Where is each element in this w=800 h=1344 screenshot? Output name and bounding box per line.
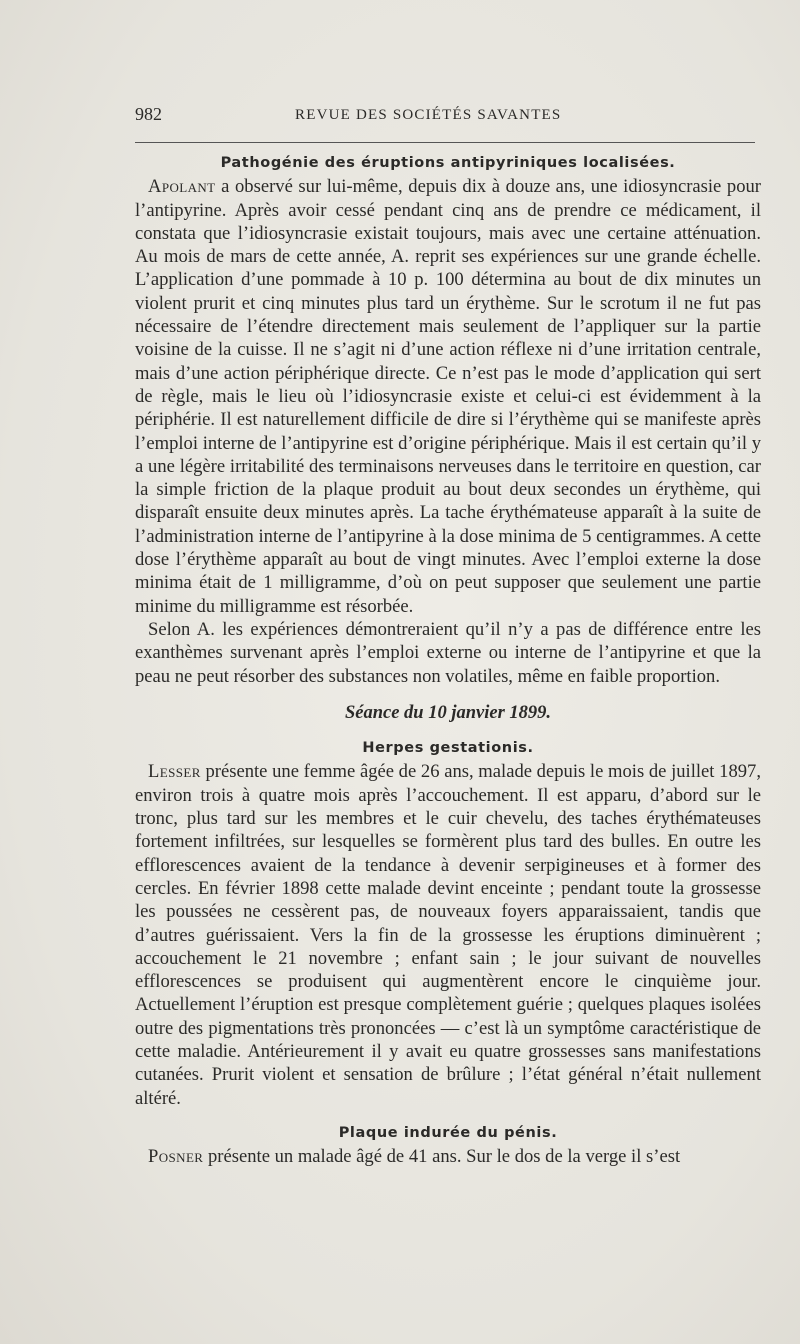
author-name: Lesser [148, 761, 201, 783]
author-name: Apolant [148, 176, 216, 198]
header-rule [135, 142, 755, 143]
paragraph-apolant [135, 175, 761, 618]
paragraph-posner [135, 1145, 761, 1168]
section-title-penis: Plaque indurée du pénis. [338, 1124, 558, 1141]
paragraph-lesser [135, 760, 761, 1109]
page-header [135, 104, 755, 134]
author-name: Posner [148, 1146, 204, 1168]
page-number: 982 [135, 104, 162, 124]
section-title-antipyrine: Pathogénie des éruptions antipyriniques localisées. [220, 155, 676, 171]
paragraph-text: a observé sur lui-même, depuis dix à douze ans, une idiosyncrasie pour l’antipyrine. Après avoir cessé pendant cinq ans de prendre ce médicament, il constata que l’idiosyncrasie existait toujours, mais avec une certaine atténuation. Au mois de mars de cette année, A. reprit ses expériences sur une grande échelle. L’application d’une pommade à 10 p. 100 détermina au bout de dix minutes un violent prurit et cinq minutes plus tard un érythème. Sur le scrotum il ne fut pas nécessaire de l’étendre directement mais seulement de l’appliquer sur la partie voisine de la cuisse. Il ne s’agit ni d’une action réflexe ni d’une irritation centrale, mais d’une action périphérique directe. Ce n’est pas le mode d’application qui sert de règle, mais le lieu où l’idiosyncrasie existe et celui-ci est évidemment à la périphérie. Il est naturellement difficile de dire si l’érythème qui se manifeste après l’emploi interne de l’antipyrine est d’origine périphérique. Mais il est certain qu’il y a une légère irritabilité des terminaisons nerveuses dans le territoire en question, car la simple friction de la plaque produit au bout deux secondes un érythème, qui disparaît ensuite deux minutes après. La tache érythémateuse apparaît à la suite de l’administration interne de l’antipyrine à la dose minima de 5 centigrammes. A cette dose l’érythème apparaît au bout de vingt minutes. Avec l’emploi externe la dose minima était de 1 milligramme, d’où on peut supposer que seulement une partie minime du milligramme est résorbée. [135, 176, 761, 617]
spacer [135, 1110, 761, 1122]
section-title-herpes: Herpes gestationis. [362, 740, 534, 757]
session-date-title: Séance du 10 janvier 1899. [344, 702, 552, 723]
paragraph-text: présente une femme âgée de 26 ans, malade depuis le mois de juillet 1897, environ trois à quatre mois après l’accouchement. Il est apparu, d’abord sur le tronc, plus tard sur les membres et le cuir chevelu, des taches érythémateuses fortement infiltrées, sur lesquelles se formèrent plus tard des bulles. En outre les efflorescences avaient de la tendance à devenir serpigineuses et à former des cercles. En février 1898 cette malade devint enceinte ; pendant toute la grossesse les poussées ne cessèrent pas, de nouveaux foyers apparaissaient, tandis que d’autres guérissaient. Vers la fin de la grossesse les éruptions diminuèrent ; accouchement le 21 novembre ; enfant sain ; le jour suivant de nouvelles efflorescences se produisent qui augmentèrent encore le cinquième jour. Actuellement l’éruption est presque complètement guérie ; quelques plaques isolées outre des pigmentations très prononcées — c’est là un symptôme caractéristique de cette maladie. Antérieurement il y avait eu quatre grossesses sans manifestations cutanées. Prurit violent et sensation de brûlure ; l’état général n’était nullement altéré. [135, 761, 761, 1109]
running-title: REVUE DES SOCIÉTÉS SAVANTES [295, 107, 562, 123]
paragraph-selon: Selon A. les expériences démontreraient qu’il n’y a pas de différence entre les exanthèmes survenant après l’emploi externe ou interne de l’antipyrine et que la peau ne peut résorber des substances non volatiles, même en faible proportion. [135, 618, 761, 687]
article-body [135, 152, 761, 1168]
spacer [135, 725, 761, 737]
paragraph-text: présente un malade âgé de 41 ans. Sur le dos de la verge il s’est [203, 1146, 681, 1168]
